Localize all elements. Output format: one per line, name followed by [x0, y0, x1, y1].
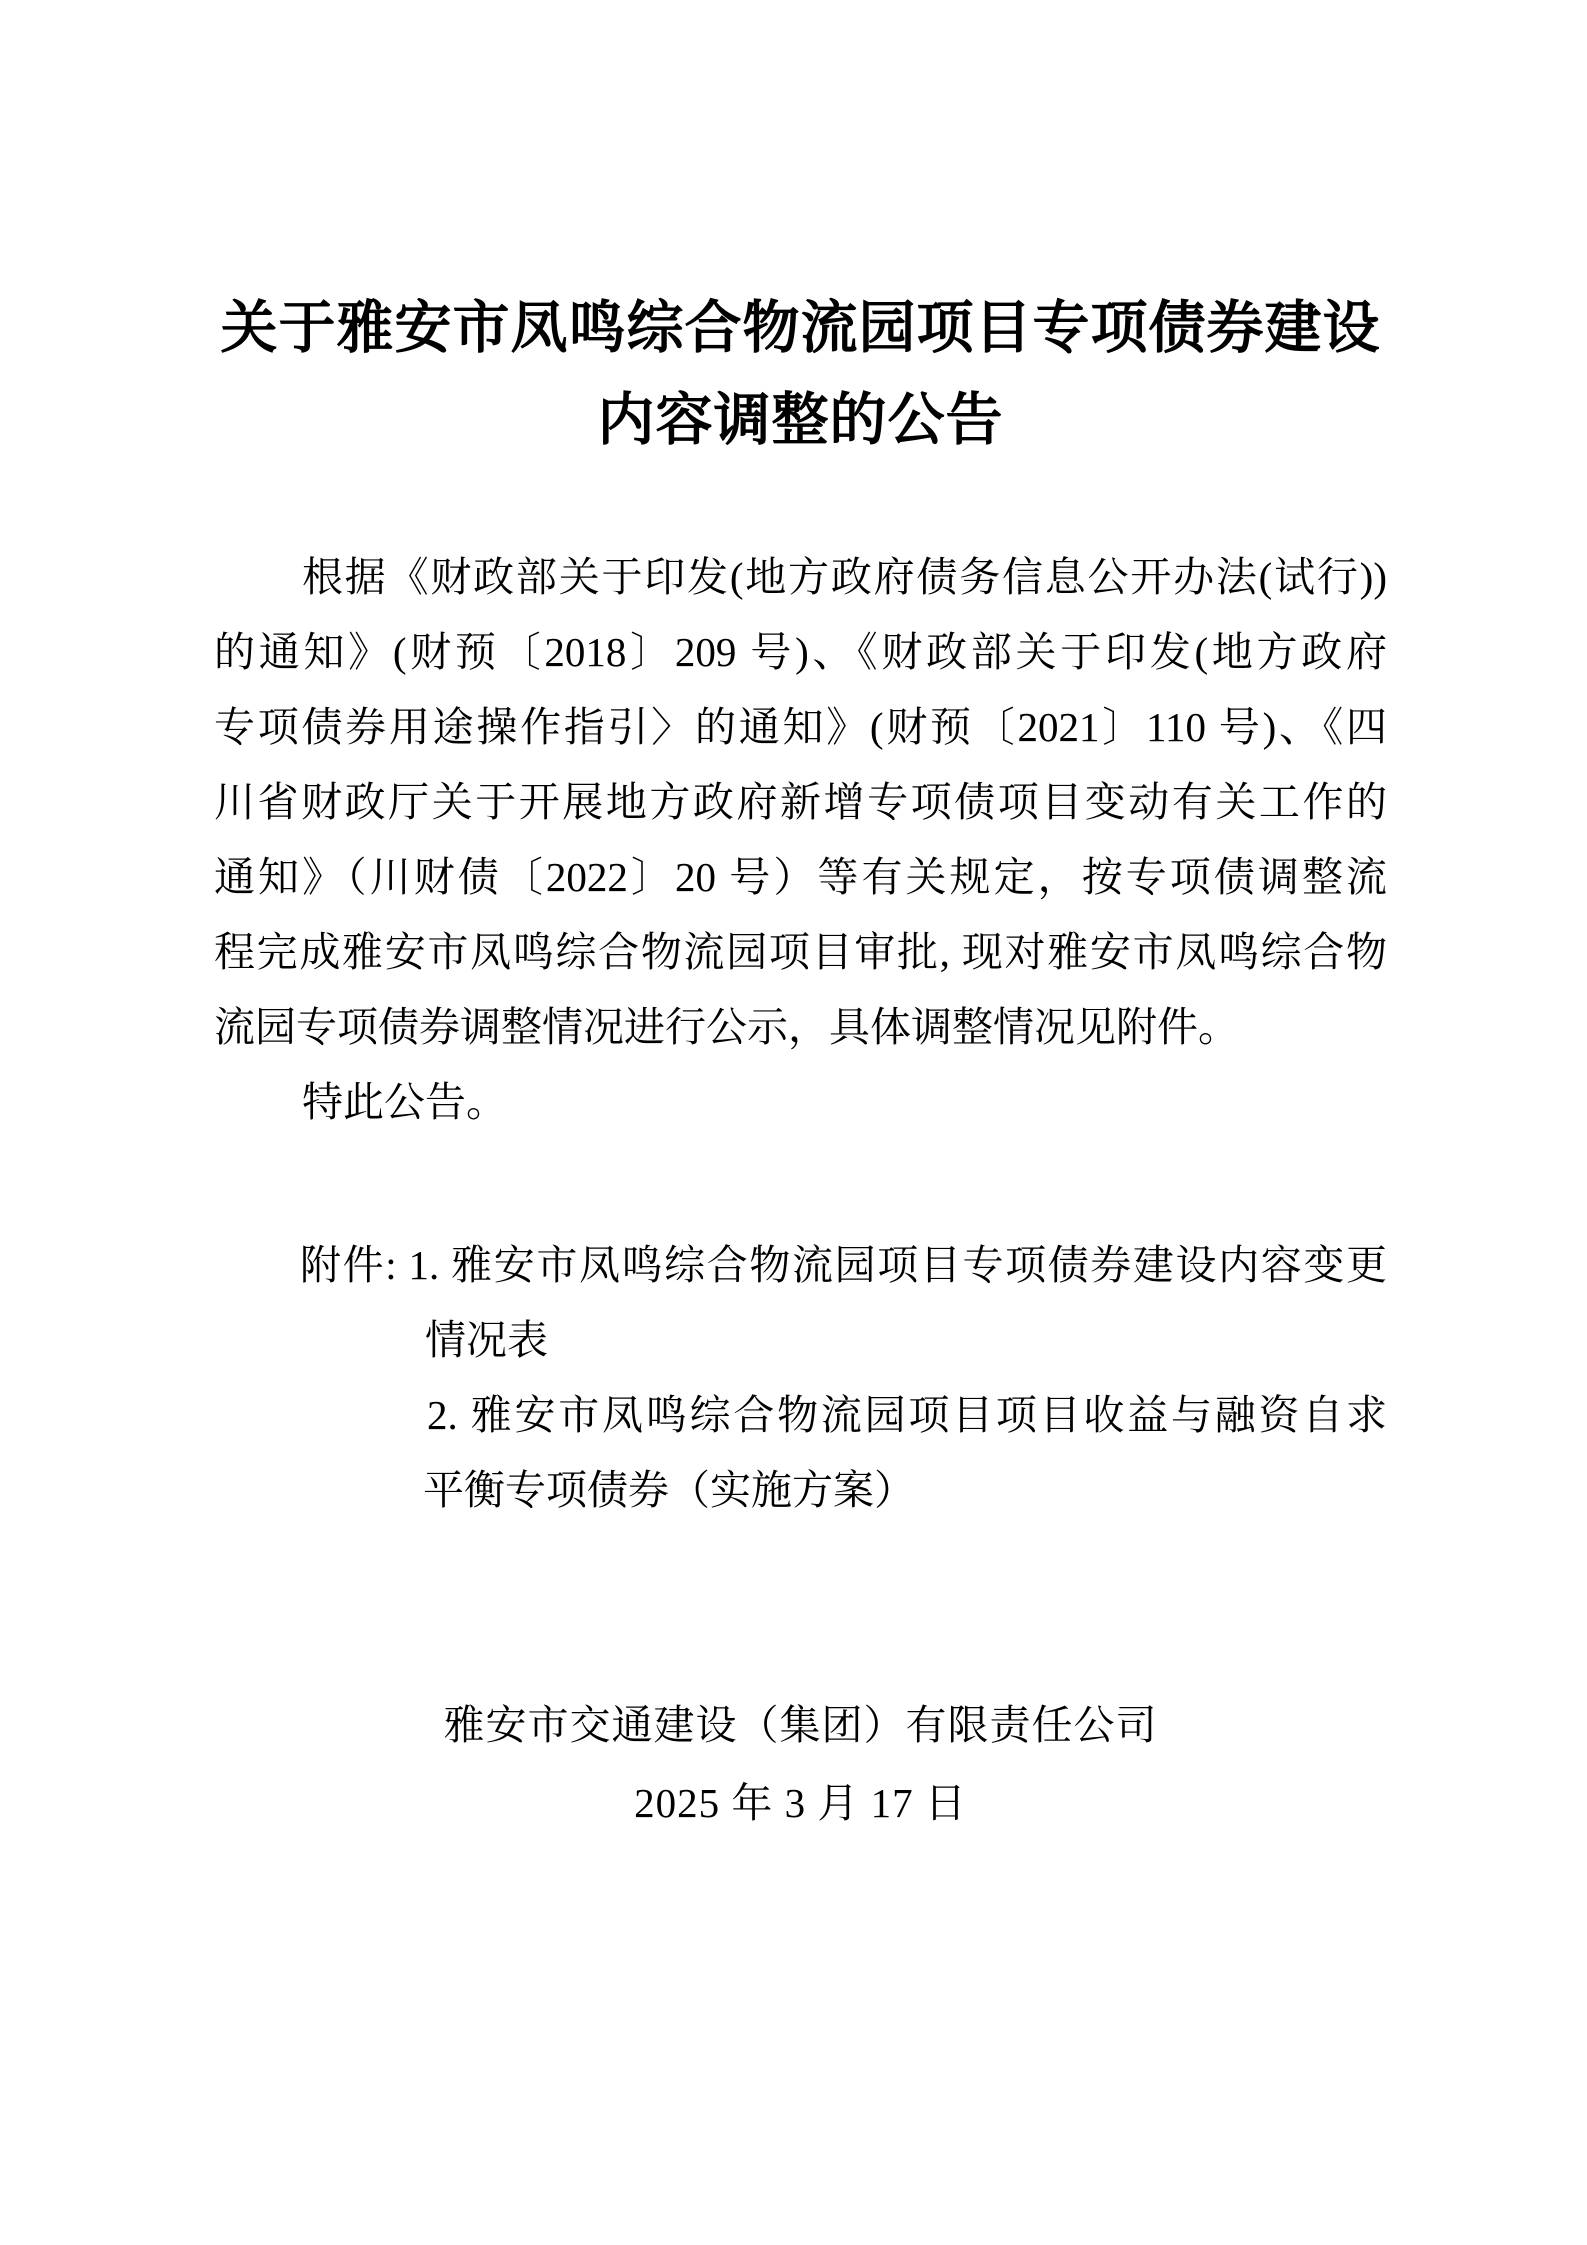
attachment-line: 2. 雅安市凤鸣综合物流园项目项目收益与融资自求: [427, 1392, 1387, 1438]
attachment-line: 情况表: [425, 1317, 548, 1363]
body-line: 程完成雅安市凤鸣综合物流园项目审批, 现对雅安市凤鸣综合物: [214, 929, 1387, 975]
body-line: 根据《财政部关于印发(地方政府债务信息公开办法(试行)): [302, 554, 1387, 600]
date-line: 2025 年 3 月 17 日: [634, 1780, 967, 1826]
document-title-line-1: 关于雅安市凤鸣综合物流园项目专项债券建设: [220, 297, 1381, 360]
body-line: 川省财政厅关于开展地方政府新增专项债项目变动有关工作的: [214, 779, 1387, 825]
attachments-section: [214, 1228, 1387, 1528]
body-line: 的通知》(财预〔2018〕209 号)、《财政部关于印发(地方政府: [214, 629, 1387, 675]
document-title: [214, 283, 1387, 467]
body-paragraph: [214, 540, 1387, 1140]
signature-block: [214, 1688, 1387, 1763]
document-title-line-2: 内容调整的公告: [597, 389, 1004, 452]
body-line: 专项债券用途操作指引〉的通知》(财预〔2021〕110 号)、《四: [214, 704, 1387, 750]
date-block: [214, 1766, 1387, 1841]
attachment-line: 附件: 1. 雅安市凤鸣综合物流园项目专项债券建设内容变更: [300, 1242, 1387, 1288]
closing-line: 特此公告。: [302, 1079, 507, 1125]
body-line: 通知》（川财债〔2022〕20 号）等有关规定，按专项债调整流: [214, 854, 1387, 900]
attachment-line: 平衡专项债券（实施方案）: [423, 1467, 915, 1513]
body-line: 流园专项债券调整情况进行公示，具体调整情况见附件。: [214, 1004, 1239, 1050]
signature-line: 雅安市交通建设（集团）有限责任公司: [443, 1702, 1158, 1748]
